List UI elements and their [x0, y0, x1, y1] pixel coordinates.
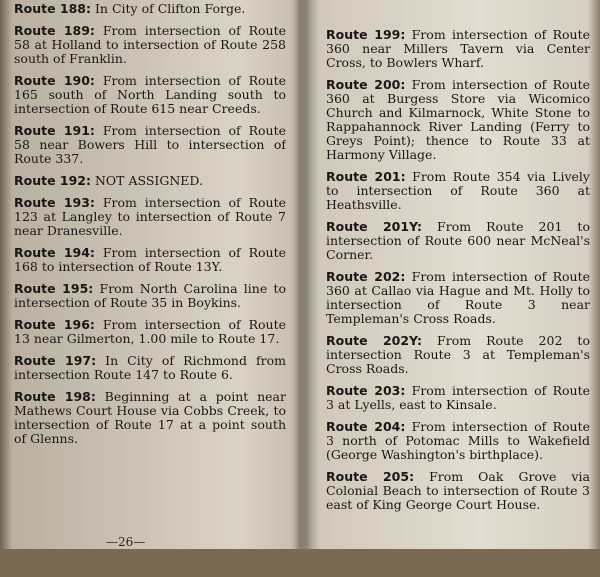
route-entry: Route 196: From intersection of Route 13 near Gilmerton, 1.00 mile to Route 17. — [14, 317, 286, 346]
route-entry: Route 195: From North Carolina line to intersection of Route 35 in Boykins. — [14, 281, 286, 310]
route-entry: Route 201Y: From Route 201 to intersection of Route 600 near McNeal's Corner. — [326, 219, 590, 262]
route-entry: Route 190: From intersection of Route 165 south of North Landing south to intersection of Route 615 near Creeds. — [14, 73, 286, 116]
route-entry: Route 191: From intersection of Route 58 near Bowers Hill to intersection of Route 337. — [14, 123, 286, 166]
route-entry: Route 194: From intersection of Route 168 to intersection of Route 13Y. — [14, 245, 286, 274]
route-entry: Route 199: From intersection of Route 360 near Millers Tavern via Center Cross, to Bowlers Wharf. — [326, 27, 590, 70]
route-entry: Route 189: From intersection of Route 58 at Holland to intersection of Route 258 south of Franklin. — [14, 23, 286, 66]
route-entry: Route 200: From intersection of Route 360 at Burgess Store via Wicomico Church and Kilmarnock, White Stone to Rappahannock River Landing (Ferry to Greys Point); thence to Route 33 at Harmony Village. — [326, 77, 590, 162]
left-page — [14, 0, 286, 551]
gutter-shadow — [290, 0, 320, 549]
route-entry: Route 197: In City of Richmond from intersection Route 147 to Route 6. — [14, 353, 286, 382]
route-entry: Route 201: From Route 354 via Lively to intersection of Route 360 at Heathsville. — [326, 169, 590, 212]
route-entry: Route 203: From intersection of Route 3 at Lyells, east to Kinsale. — [326, 383, 590, 412]
route-entry: Route 202: From intersection of Route 360 at Callao via Hague and Mt. Holly to intersection of Route 3 near Templeman's Cross Roads. — [326, 269, 590, 326]
page-number: —26— — [106, 535, 146, 549]
route-entry: Route 193: From intersection of Route 123 at Langley to intersection of Route 7 near Dranesville. — [14, 195, 286, 238]
route-entry: Route 204: From intersection of Route 3 north of Potomac Mills to Wakefield (George Washington's birthplace). — [326, 419, 590, 462]
route-entry: Route 192: NOT ASSIGNED. — [14, 173, 203, 188]
route-entry: Route 188: In City of Clifton Forge. — [14, 1, 246, 16]
route-entry: Route 205: From Oak Grove via Colonial Beach to intersection of Route 3 east of King George Court House. — [326, 469, 590, 512]
right-page — [326, 0, 590, 577]
route-entry: Route 198: Beginning at a point near Mathews Court House via Cobbs Creek, to intersection of Route 17 at a point south of Glenns. — [14, 389, 286, 446]
route-entry: Route 202Y: From Route 202 to intersection Route 3 at Templeman's Cross Roads. — [326, 333, 590, 376]
